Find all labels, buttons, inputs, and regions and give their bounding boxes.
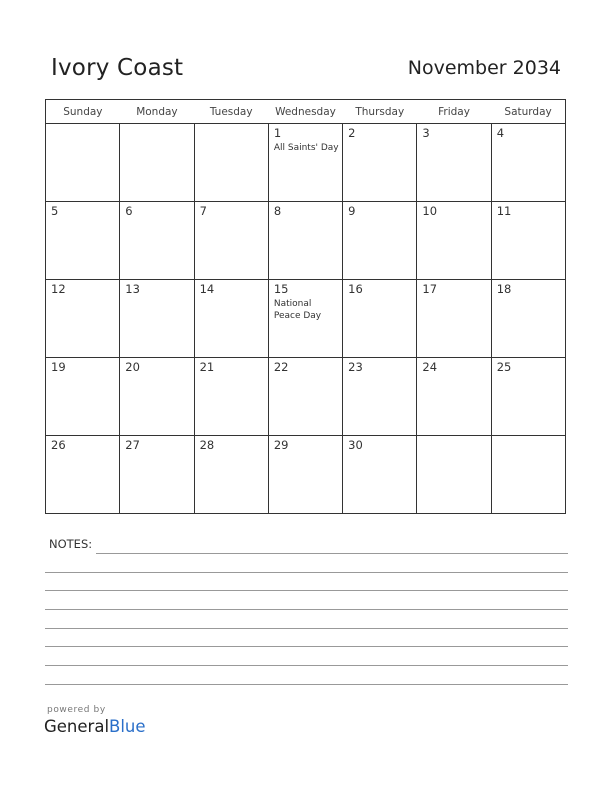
week-row [46,202,566,280]
day-number: 6 [125,204,133,218]
day-number: 21 [199,360,215,374]
calendar-grid [45,99,566,514]
brand-general-text: General [44,717,110,736]
day-number: 19 [51,360,66,374]
notes-label: NOTES: [49,537,93,551]
notes-line [45,590,568,591]
day-number: 5 [51,204,59,218]
day-number: 2 [348,126,356,140]
weekday-sunday: Sunday [46,100,120,124]
day-cell [46,124,120,202]
notes-line [45,684,568,685]
holiday-label: All Saints' Day [273,143,339,153]
day-cell [417,124,491,202]
day-number: 17 [422,282,438,296]
day-cell [343,202,417,280]
day-number: 23 [348,360,363,374]
week-row [46,124,566,202]
notes-line [45,646,568,647]
notes-line [45,628,568,629]
day-number: 22 [273,360,289,374]
weekday-tuesday: Tuesday [194,100,268,124]
day-cell [491,436,565,514]
day-number: 11 [496,204,512,218]
day-cell [194,124,268,202]
day-cell [194,358,268,436]
day-cell [194,280,268,358]
day-number: 7 [199,204,207,218]
country-title: Ivory Coast [51,55,184,81]
day-number: 25 [496,360,512,374]
day-number: 20 [125,360,140,374]
notes-line [45,572,568,573]
day-cell [343,358,417,436]
day-cell [120,358,194,436]
day-number: 1 [273,126,282,140]
day-number: 3 [422,126,430,140]
day-number: 9 [348,204,356,218]
day-cell [491,124,565,202]
day-number: 12 [51,282,66,296]
day-number: 14 [199,282,215,296]
week-row [46,436,566,514]
day-cell [417,436,491,514]
brand-blue-text: Blue [109,717,146,736]
weekday-saturday: Saturday [491,100,565,124]
day-number: 28 [199,438,215,452]
notes-line [96,553,568,554]
weekday-friday: Friday [417,100,491,124]
day-number: 27 [125,438,140,452]
day-number: 18 [496,282,512,296]
day-cell [417,202,491,280]
day-number: 30 [348,438,363,452]
day-number: 4 [496,126,505,140]
day-cell [343,124,417,202]
month-year-title: November 2034 [407,57,561,79]
day-cell [120,124,194,202]
day-number: 10 [422,204,438,218]
day-cell [120,436,194,514]
day-cell [46,436,120,514]
day-cell [491,202,565,280]
day-cell [343,280,417,358]
generalblue-logo [44,717,146,736]
day-cell [268,280,342,358]
holiday-label: National Peace Day [273,299,322,321]
powered-by-text: powered by [47,705,106,715]
day-cell [491,280,565,358]
day-number: 16 [348,282,363,296]
weekday-monday: Monday [120,100,194,124]
day-cell [46,280,120,358]
day-number: 29 [273,438,289,452]
weekday-wednesday: Wednesday [268,100,342,124]
notes-line [45,609,568,610]
day-cell [120,280,194,358]
day-cell [120,202,194,280]
day-cell [491,358,565,436]
weekday-thursday: Thursday [343,100,417,124]
day-cell [268,124,342,202]
day-number: 8 [273,204,282,218]
notes-line [45,665,568,666]
day-cell [194,436,268,514]
day-number: 24 [422,360,438,374]
day-cell [417,358,491,436]
day-cell [194,202,268,280]
day-cell [46,358,120,436]
day-number: 13 [125,282,140,296]
day-cell [46,202,120,280]
day-number: 26 [51,438,66,452]
day-cell [268,358,342,436]
day-cell [268,436,342,514]
week-row [46,358,566,436]
day-cell [268,202,342,280]
weekday-header-row [46,100,566,124]
day-cell [417,280,491,358]
day-cell [343,436,417,514]
week-row [46,280,566,358]
day-number: 15 [273,282,289,296]
